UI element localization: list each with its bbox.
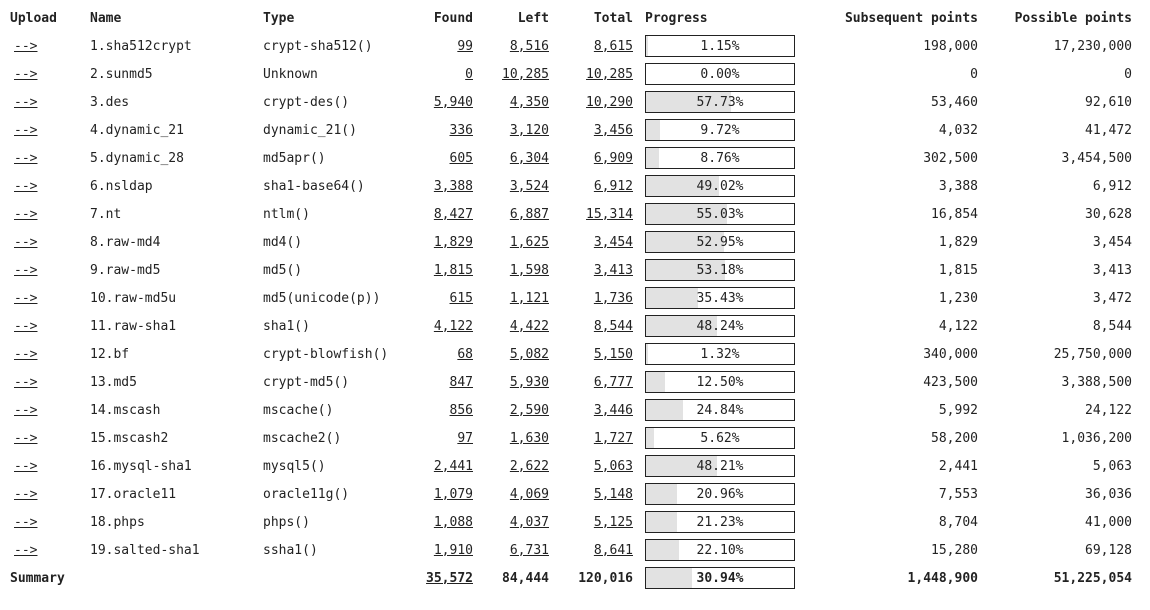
hash-type: dynamic_21() xyxy=(263,122,357,138)
left-link[interactable]: 1,598 xyxy=(509,262,549,278)
header-total: Total xyxy=(593,10,633,26)
progress-bar xyxy=(645,343,795,365)
hash-name: 7.nt xyxy=(90,206,122,222)
hash-name: 6.nsldap xyxy=(90,178,153,194)
found-link[interactable]: 68 xyxy=(457,346,473,362)
progress-label: 24.84% xyxy=(696,403,744,418)
header-progress: Progress xyxy=(645,10,708,26)
upload-link[interactable]: --> xyxy=(14,94,38,110)
possible-points: 41,472 xyxy=(1085,122,1132,138)
hash-type: crypt-md5() xyxy=(263,374,350,390)
subsequent-points: 53,460 xyxy=(931,94,978,110)
possible-points: 17,230,000 xyxy=(1053,38,1132,54)
progress-label: 0.00% xyxy=(700,67,740,82)
hash-name: 8.raw-md4 xyxy=(90,234,161,250)
hash-progress-table xyxy=(6,4,1136,592)
possible-points: 3,454,500 xyxy=(1061,150,1132,166)
left-link[interactable]: 4,350 xyxy=(509,94,549,110)
possible-points: 6,912 xyxy=(1092,178,1132,194)
total-link[interactable]: 10,285 xyxy=(586,66,633,82)
table-row xyxy=(6,200,1136,228)
total-link[interactable]: 8,641 xyxy=(593,542,633,558)
upload-link[interactable]: --> xyxy=(14,402,38,418)
upload-link[interactable]: --> xyxy=(14,150,38,166)
hash-type: oracle11g() xyxy=(263,486,350,502)
table-row xyxy=(6,368,1136,396)
progress-label: 48.21% xyxy=(696,459,744,474)
possible-points: 69,128 xyxy=(1085,542,1132,558)
possible-points: 25,750,000 xyxy=(1053,346,1132,362)
found-link[interactable]: 1,910 xyxy=(433,542,473,558)
upload-link[interactable]: --> xyxy=(14,262,38,278)
left-link[interactable]: 5,082 xyxy=(509,346,549,362)
subsequent-points: 16,854 xyxy=(931,206,978,222)
left-link[interactable]: 4,069 xyxy=(509,486,549,502)
total-link[interactable]: 15,314 xyxy=(586,206,633,222)
hash-name: 5.dynamic_28 xyxy=(90,150,184,166)
upload-link[interactable]: --> xyxy=(14,206,38,222)
table-row xyxy=(6,88,1136,116)
header-possible-points: Possible points xyxy=(1014,10,1132,26)
header-upload: Upload xyxy=(10,10,57,26)
progress-bar xyxy=(645,35,795,57)
subsequent-points: 15,280 xyxy=(931,542,978,558)
summary-progress-bar xyxy=(645,567,795,589)
table-row xyxy=(6,312,1136,340)
progress-label: 21.23% xyxy=(696,515,744,530)
total-link[interactable]: 6,909 xyxy=(593,150,633,166)
subsequent-points: 3,388 xyxy=(938,178,978,194)
progress-label: 35.43% xyxy=(696,291,744,306)
found-link[interactable]: 2,441 xyxy=(433,458,473,474)
progress-bar xyxy=(645,203,795,225)
upload-link[interactable]: --> xyxy=(14,374,38,390)
hash-type: crypt-sha512() xyxy=(263,38,373,54)
subsequent-points: 4,122 xyxy=(938,318,978,334)
table-row xyxy=(6,32,1136,60)
hash-type: md5() xyxy=(263,262,303,278)
left-link[interactable]: 2,590 xyxy=(509,402,549,418)
progress-bar xyxy=(645,511,795,533)
found-link[interactable]: 1,829 xyxy=(433,234,473,250)
table-body xyxy=(6,32,1136,564)
found-link[interactable]: 0 xyxy=(465,66,473,82)
total-link[interactable]: 6,912 xyxy=(593,178,633,194)
subsequent-points: 198,000 xyxy=(923,38,978,54)
subsequent-points: 302,500 xyxy=(923,150,978,166)
upload-link[interactable]: --> xyxy=(14,38,38,54)
hash-type: Unknown xyxy=(263,66,318,82)
progress-label: 20.96% xyxy=(696,487,744,502)
hash-name: 18.phps xyxy=(90,514,145,530)
progress-bar xyxy=(645,315,795,337)
subsequent-points: 8,704 xyxy=(938,514,978,530)
total-link[interactable]: 1,727 xyxy=(593,430,633,446)
possible-points: 3,388,500 xyxy=(1061,374,1132,390)
summary-empty-name xyxy=(86,564,259,592)
table-row xyxy=(6,144,1136,172)
summary-total: 120,016 xyxy=(578,570,633,586)
subsequent-points: 58,200 xyxy=(931,430,978,446)
found-link[interactable]: 5,940 xyxy=(433,94,473,110)
subsequent-points: 1,815 xyxy=(938,262,978,278)
hash-name: 13.md5 xyxy=(90,374,137,390)
table-row xyxy=(6,536,1136,564)
table-row xyxy=(6,424,1136,452)
possible-points: 92,610 xyxy=(1085,94,1132,110)
progress-bar xyxy=(645,175,795,197)
hash-type: crypt-des() xyxy=(263,94,350,110)
header-name: Name xyxy=(90,10,122,26)
hash-type: sha1() xyxy=(263,318,310,334)
progress-label: 12.50% xyxy=(696,375,744,390)
possible-points: 1,036,200 xyxy=(1061,430,1132,446)
total-link[interactable]: 5,148 xyxy=(593,486,633,502)
table-row xyxy=(6,256,1136,284)
hash-name: 15.mscash2 xyxy=(90,430,169,446)
summary-row xyxy=(6,564,1136,592)
progress-bar xyxy=(645,147,795,169)
hash-type: mscache() xyxy=(263,402,334,418)
hash-type: mscache2() xyxy=(263,430,342,446)
left-link[interactable]: 3,524 xyxy=(509,178,549,194)
hash-type: phps() xyxy=(263,514,310,530)
possible-points: 24,122 xyxy=(1085,402,1132,418)
summary-left: 84,444 xyxy=(502,570,549,586)
found-link[interactable]: 856 xyxy=(449,402,473,418)
table-row xyxy=(6,508,1136,536)
subsequent-points: 0 xyxy=(970,66,978,82)
left-link[interactable]: 10,285 xyxy=(502,66,549,82)
progress-label: 52.95% xyxy=(696,235,744,250)
table-row xyxy=(6,228,1136,256)
hash-name: 11.raw-sha1 xyxy=(90,318,177,334)
found-link[interactable]: 1,815 xyxy=(433,262,473,278)
hash-name: 14.mscash xyxy=(90,402,161,418)
found-link[interactable]: 1,079 xyxy=(433,486,473,502)
hash-type: crypt-blowfish() xyxy=(263,346,389,362)
summary-empty-type xyxy=(259,564,409,592)
subsequent-points: 423,500 xyxy=(923,374,978,390)
hash-type: ssha1() xyxy=(263,542,318,558)
progress-bar xyxy=(645,119,795,141)
table-row xyxy=(6,452,1136,480)
hash-type: md4() xyxy=(263,234,303,250)
found-link[interactable]: 1,088 xyxy=(433,514,473,530)
upload-link[interactable]: --> xyxy=(14,318,38,334)
progress-label: 49.02% xyxy=(696,179,744,194)
left-link[interactable]: 2,622 xyxy=(509,458,549,474)
progress-bar xyxy=(645,399,795,421)
left-link[interactable]: 1,121 xyxy=(509,290,549,306)
subsequent-points: 2,441 xyxy=(938,458,978,474)
subsequent-points: 5,992 xyxy=(938,402,978,418)
hash-name: 16.mysql-sha1 xyxy=(90,458,192,474)
table-row xyxy=(6,396,1136,424)
hash-type: md5apr() xyxy=(263,150,326,166)
upload-link[interactable]: --> xyxy=(14,458,38,474)
found-link[interactable]: 847 xyxy=(449,374,473,390)
left-link[interactable]: 6,304 xyxy=(509,150,549,166)
summary-subsequent-points: 1,448,900 xyxy=(907,570,978,586)
hash-name: 1.sha512crypt xyxy=(90,38,192,54)
upload-link[interactable]: --> xyxy=(14,346,38,362)
upload-link[interactable]: --> xyxy=(14,514,38,530)
progress-bar xyxy=(645,259,795,281)
progress-bar xyxy=(645,371,795,393)
total-link[interactable]: 3,454 xyxy=(593,234,633,250)
hash-type: mysql5() xyxy=(263,458,326,474)
total-link[interactable]: 3,413 xyxy=(593,262,633,278)
left-link[interactable]: 6,731 xyxy=(509,542,549,558)
table-row xyxy=(6,340,1136,368)
hash-name: 4.dynamic_21 xyxy=(90,122,184,138)
hash-type: ntlm() xyxy=(263,206,310,222)
progress-label: 5.62% xyxy=(700,431,740,446)
possible-points: 3,454 xyxy=(1092,234,1132,250)
left-link[interactable]: 4,037 xyxy=(509,514,549,530)
total-link[interactable]: 3,456 xyxy=(593,122,633,138)
progress-bar xyxy=(645,483,795,505)
total-link[interactable]: 1,736 xyxy=(593,290,633,306)
total-link[interactable]: 5,125 xyxy=(593,514,633,530)
found-link[interactable]: 615 xyxy=(449,290,473,306)
hash-name: 12.bf xyxy=(90,346,130,362)
hash-type: sha1-base64() xyxy=(263,178,365,194)
header-type: Type xyxy=(263,10,295,26)
left-link[interactable]: 5,930 xyxy=(509,374,549,390)
table-row xyxy=(6,284,1136,312)
progress-bar xyxy=(645,91,795,113)
found-link[interactable]: 97 xyxy=(457,430,473,446)
possible-points: 41,000 xyxy=(1085,514,1132,530)
progress-bar xyxy=(645,287,795,309)
found-link[interactable]: 8,427 xyxy=(433,206,473,222)
progress-bar xyxy=(645,63,795,85)
progress-label: 1.15% xyxy=(700,39,740,54)
total-link[interactable]: 10,290 xyxy=(586,94,633,110)
possible-points: 3,472 xyxy=(1092,290,1132,306)
total-link[interactable]: 3,446 xyxy=(593,402,633,418)
total-link[interactable]: 8,544 xyxy=(593,318,633,334)
progress-label: 9.72% xyxy=(700,123,740,138)
summary-progress-label: 30.94% xyxy=(696,571,744,586)
possible-points: 0 xyxy=(1124,66,1132,82)
table-row xyxy=(6,480,1136,508)
possible-points: 36,036 xyxy=(1085,486,1132,502)
upload-link[interactable]: --> xyxy=(14,234,38,250)
subsequent-points: 340,000 xyxy=(923,346,978,362)
hash-name: 9.raw-md5 xyxy=(90,262,161,278)
summary-label: Summary xyxy=(10,570,65,586)
upload-link[interactable]: --> xyxy=(14,430,38,446)
hash-name: 10.raw-md5u xyxy=(90,290,177,306)
found-link[interactable]: 605 xyxy=(449,150,473,166)
progress-label: 53.18% xyxy=(696,263,744,278)
progress-bar xyxy=(645,231,795,253)
left-link[interactable]: 1,625 xyxy=(509,234,549,250)
total-link[interactable]: 5,150 xyxy=(593,346,633,362)
hash-name: 17.oracle11 xyxy=(90,486,177,502)
left-link[interactable]: 4,422 xyxy=(509,318,549,334)
header-subsequent-points: Subsequent points xyxy=(844,10,978,26)
progress-label: 48.24% xyxy=(696,319,744,334)
left-link[interactable]: 6,887 xyxy=(509,206,549,222)
table-row xyxy=(6,172,1136,200)
subsequent-points: 1,829 xyxy=(938,234,978,250)
summary-possible-points: 51,225,054 xyxy=(1053,570,1132,586)
header-row xyxy=(6,4,1136,32)
possible-points: 3,413 xyxy=(1092,262,1132,278)
found-link[interactable]: 99 xyxy=(457,38,473,54)
upload-link[interactable]: --> xyxy=(14,542,38,558)
found-link[interactable]: 4,122 xyxy=(433,318,473,334)
possible-points: 8,544 xyxy=(1092,318,1132,334)
progress-label: 1.32% xyxy=(700,347,740,362)
header-left: Left xyxy=(517,10,549,26)
progress-bar xyxy=(645,455,795,477)
progress-label: 8.76% xyxy=(700,151,740,166)
upload-link[interactable]: --> xyxy=(14,122,38,138)
hash-name: 19.salted-sha1 xyxy=(90,542,200,558)
total-link[interactable]: 6,777 xyxy=(593,374,633,390)
summary-found-link[interactable]: 35,572 xyxy=(426,570,473,586)
progress-bar xyxy=(645,427,795,449)
header-found: Found xyxy=(433,10,473,26)
progress-label: 57.73% xyxy=(696,95,744,110)
possible-points: 30,628 xyxy=(1085,206,1132,222)
upload-link[interactable]: --> xyxy=(14,290,38,306)
left-link[interactable]: 8,516 xyxy=(509,38,549,54)
upload-link[interactable]: --> xyxy=(14,178,38,194)
left-link[interactable]: 3,120 xyxy=(509,122,549,138)
left-link[interactable]: 1,630 xyxy=(509,430,549,446)
hash-name: 2.sunmd5 xyxy=(90,66,153,82)
upload-link[interactable]: --> xyxy=(14,486,38,502)
progress-label: 55.03% xyxy=(696,207,744,222)
hash-type: md5(unicode(p)) xyxy=(263,290,381,306)
hash-name: 3.des xyxy=(90,94,130,110)
table-row xyxy=(6,60,1136,88)
possible-points: 5,063 xyxy=(1092,458,1132,474)
table-row xyxy=(6,116,1136,144)
found-link[interactable]: 3,388 xyxy=(433,178,473,194)
subsequent-points: 4,032 xyxy=(938,122,978,138)
subsequent-points: 1,230 xyxy=(938,290,978,306)
found-link[interactable]: 336 xyxy=(449,122,473,138)
upload-link[interactable]: --> xyxy=(14,66,38,82)
progress-bar xyxy=(645,539,795,561)
total-link[interactable]: 8,615 xyxy=(593,38,633,54)
progress-label: 22.10% xyxy=(696,543,744,558)
total-link[interactable]: 5,063 xyxy=(593,458,633,474)
subsequent-points: 7,553 xyxy=(938,486,978,502)
